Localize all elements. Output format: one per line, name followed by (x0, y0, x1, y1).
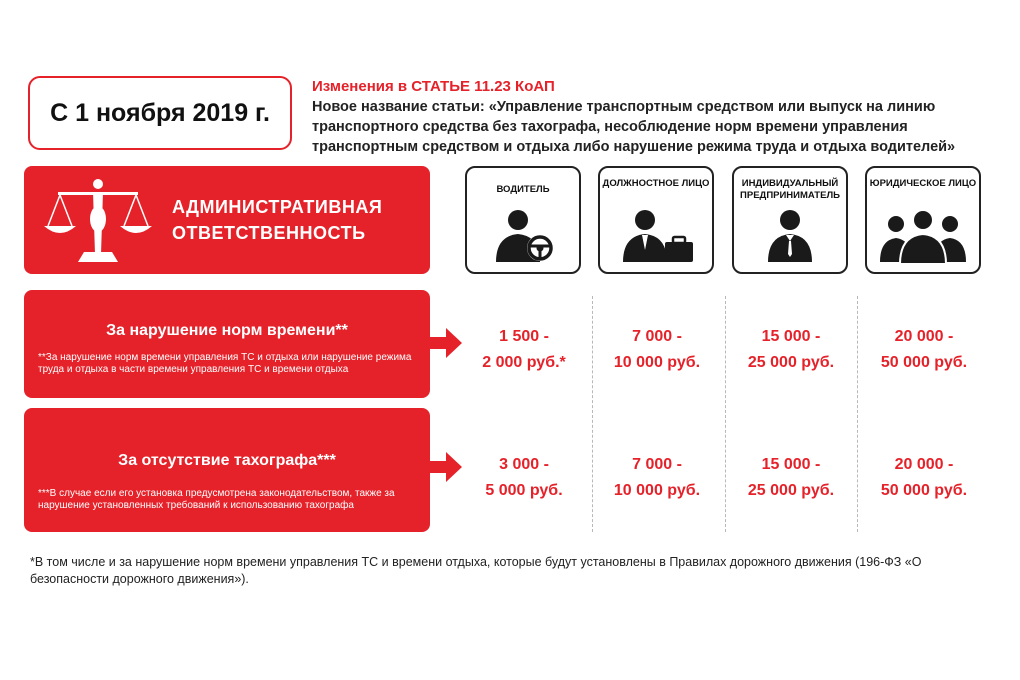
fine-line: 3 000 - (499, 456, 549, 473)
fine-line: 10 000 руб. (613, 354, 701, 371)
arrow-right-icon (428, 452, 462, 482)
footnote: *В том числе и за нарушение норм времени управления ТС и времени отдыха, которые будут установлены в Правилах дорожного движения (196-ФЗ «О безопасности дорожного движения»). (30, 555, 922, 586)
fine-line: 5 000 руб. (485, 482, 563, 499)
column-separator (725, 296, 726, 532)
fine-line: 25 000 руб. (747, 354, 835, 371)
article-new-name: Новое название статьи: «Управление транспортным средством или выпуск на линию транспортного средства без тахографа, несоблюдение норм времени управления транспортным средством и отдыха либо нарушение режима труда и отдыха водителей» (312, 99, 956, 155)
fine-line: 10 000 руб. (613, 482, 701, 499)
fine-line: 50 000 руб. (880, 354, 968, 371)
entrepreneur-icon (734, 208, 846, 264)
category-label: ИНДИВИДУАЛЬНЫЙ ПРЕДПРИНИМАТЕЛЬ (740, 178, 840, 201)
administrative-responsibility-banner (24, 166, 430, 274)
violation-row-no-tachograph (24, 408, 430, 532)
fine-line: 20 000 - (894, 456, 954, 473)
fine-entrepreneur-no-tachograph (732, 452, 850, 504)
fine-legal-entity-time-norms (865, 324, 983, 376)
fine-driver-no-tachograph (465, 452, 583, 504)
fine-official-time-norms (598, 324, 716, 376)
category-card-driver (465, 166, 581, 274)
effective-date-text: С 1 ноября 2019 г. (50, 98, 270, 127)
category-label: ДОЛЖНОСТНОЕ ЛИЦО (602, 178, 710, 189)
violation-title: За отсутствие тахографа*** (118, 452, 336, 469)
article-changes-title: Изменения в СТАТЬЕ 11.23 КоАП (312, 78, 555, 95)
violation-title: За нарушение норм времени** (106, 322, 348, 339)
category-label: ЮРИДИЧЕСКОЕ ЛИЦО (869, 178, 977, 189)
fine-legal-entity-no-tachograph (865, 452, 983, 504)
fine-line: 20 000 - (894, 328, 954, 345)
violation-note: ***В случае если его установка предусмотрена законодательством, также за нарушение установленных требований к использованию тахографа (38, 488, 395, 511)
fine-line: 1 500 - (499, 328, 549, 345)
category-label: ВОДИТЕЛЬ (496, 184, 550, 195)
column-separator (857, 296, 858, 532)
effective-date-box (28, 76, 292, 150)
fine-entrepreneur-time-norms (732, 324, 850, 376)
fine-line: 50 000 руб. (880, 482, 968, 499)
arrow-right-icon (428, 328, 462, 358)
fine-driver-time-norms (465, 324, 583, 376)
legal-entity-group-icon (867, 208, 979, 264)
driver-steering-wheel-icon (467, 208, 579, 264)
violation-row-time-norms (24, 290, 430, 398)
column-separator (592, 296, 593, 532)
fine-line: 25 000 руб. (747, 482, 835, 499)
category-card-entrepreneur (732, 166, 848, 274)
fine-line: 7 000 - (632, 328, 682, 345)
category-card-official (598, 166, 714, 274)
official-briefcase-icon (600, 208, 712, 264)
administrative-responsibility-title: АДМИНИСТРАТИВНАЯ ОТВЕТСТВЕННОСТЬ (172, 197, 383, 243)
fine-line: 15 000 - (761, 456, 821, 473)
fine-official-no-tachograph (598, 452, 716, 504)
category-card-legal-entity (865, 166, 981, 274)
violation-note: **За нарушение норм времени управления ТС и отдыха или нарушение режима труда и отдыха в части времени управления ТС и времени отдыха (38, 352, 412, 375)
scales-of-justice-icon (38, 174, 158, 266)
fine-line: 7 000 - (632, 456, 682, 473)
fine-line: 2 000 руб.* (482, 354, 566, 371)
fine-line: 15 000 - (761, 328, 821, 345)
